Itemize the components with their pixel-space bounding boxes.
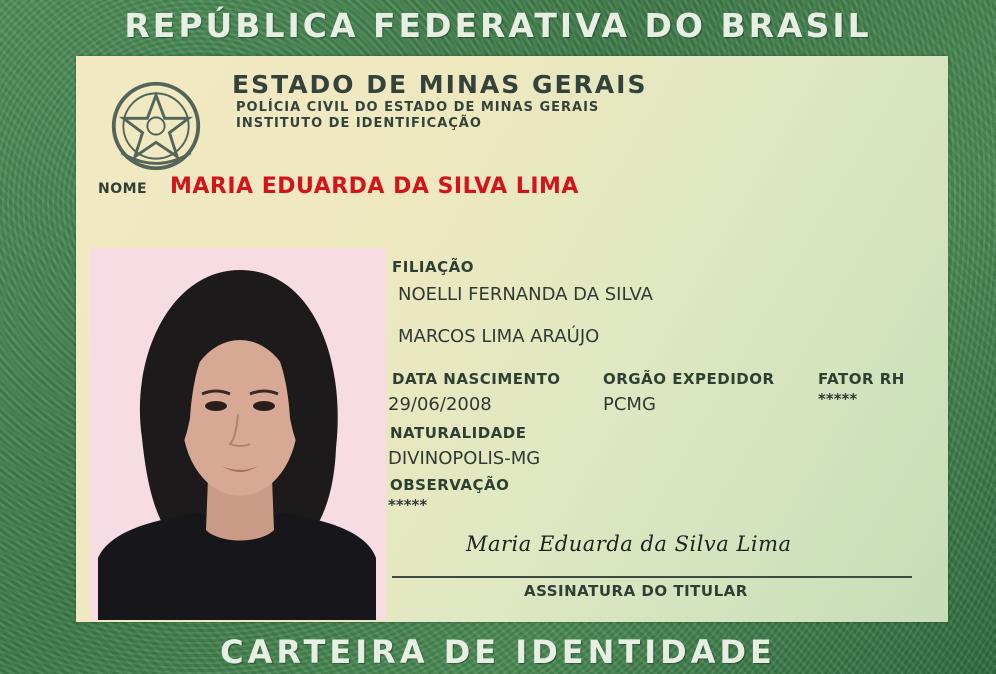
name-label: NOME [98, 181, 148, 197]
signature-line [392, 576, 912, 578]
origin-value: DIVINOPOLIS-MG [388, 448, 541, 469]
birth-date: 29/06/2008 [388, 394, 492, 415]
country-title: REPÚBLICA FEDERATIVA DO BRASIL [124, 6, 872, 45]
blood-label: FATOR RH [818, 370, 905, 388]
state-name: ESTADO DE MINAS GERAIS [232, 70, 648, 99]
notes-label: OBSERVAÇÃO [390, 476, 510, 494]
blood-value: ***** [818, 390, 858, 408]
portrait-image [90, 248, 386, 620]
origin-label: NATURALIDADE [390, 424, 527, 442]
institute-name: INSTITUTO DE IDENTIFICAÇÃO [236, 116, 482, 131]
mother-name: NOELLI FERNANDA DA SILVA [398, 284, 653, 305]
father-name: MARCOS LIMA ARAÚJO [398, 326, 600, 347]
agency-name: POLÍCIA CIVIL DO ESTADO DE MINAS GERAIS [236, 100, 600, 115]
coat-of-arms-icon [108, 78, 204, 174]
notes-value: ***** [388, 496, 428, 514]
signature-caption: ASSINATURA DO TITULAR [524, 582, 748, 600]
birth-label: DATA NASCIMENTO [392, 370, 561, 388]
document-title: CARTEIRA DE IDENTIDADE [220, 633, 776, 671]
holder-name: MARIA EDUARDA DA SILVA LIMA [170, 174, 579, 199]
holder-photo [90, 248, 386, 620]
issuer-label: ORGÃO EXPEDIDOR [603, 370, 775, 388]
issuer-value: PCMG [603, 394, 656, 415]
holder-signature: Maria Eduarda da Silva Lima [466, 532, 792, 556]
filiation-label: FILIAÇÃO [392, 258, 474, 276]
